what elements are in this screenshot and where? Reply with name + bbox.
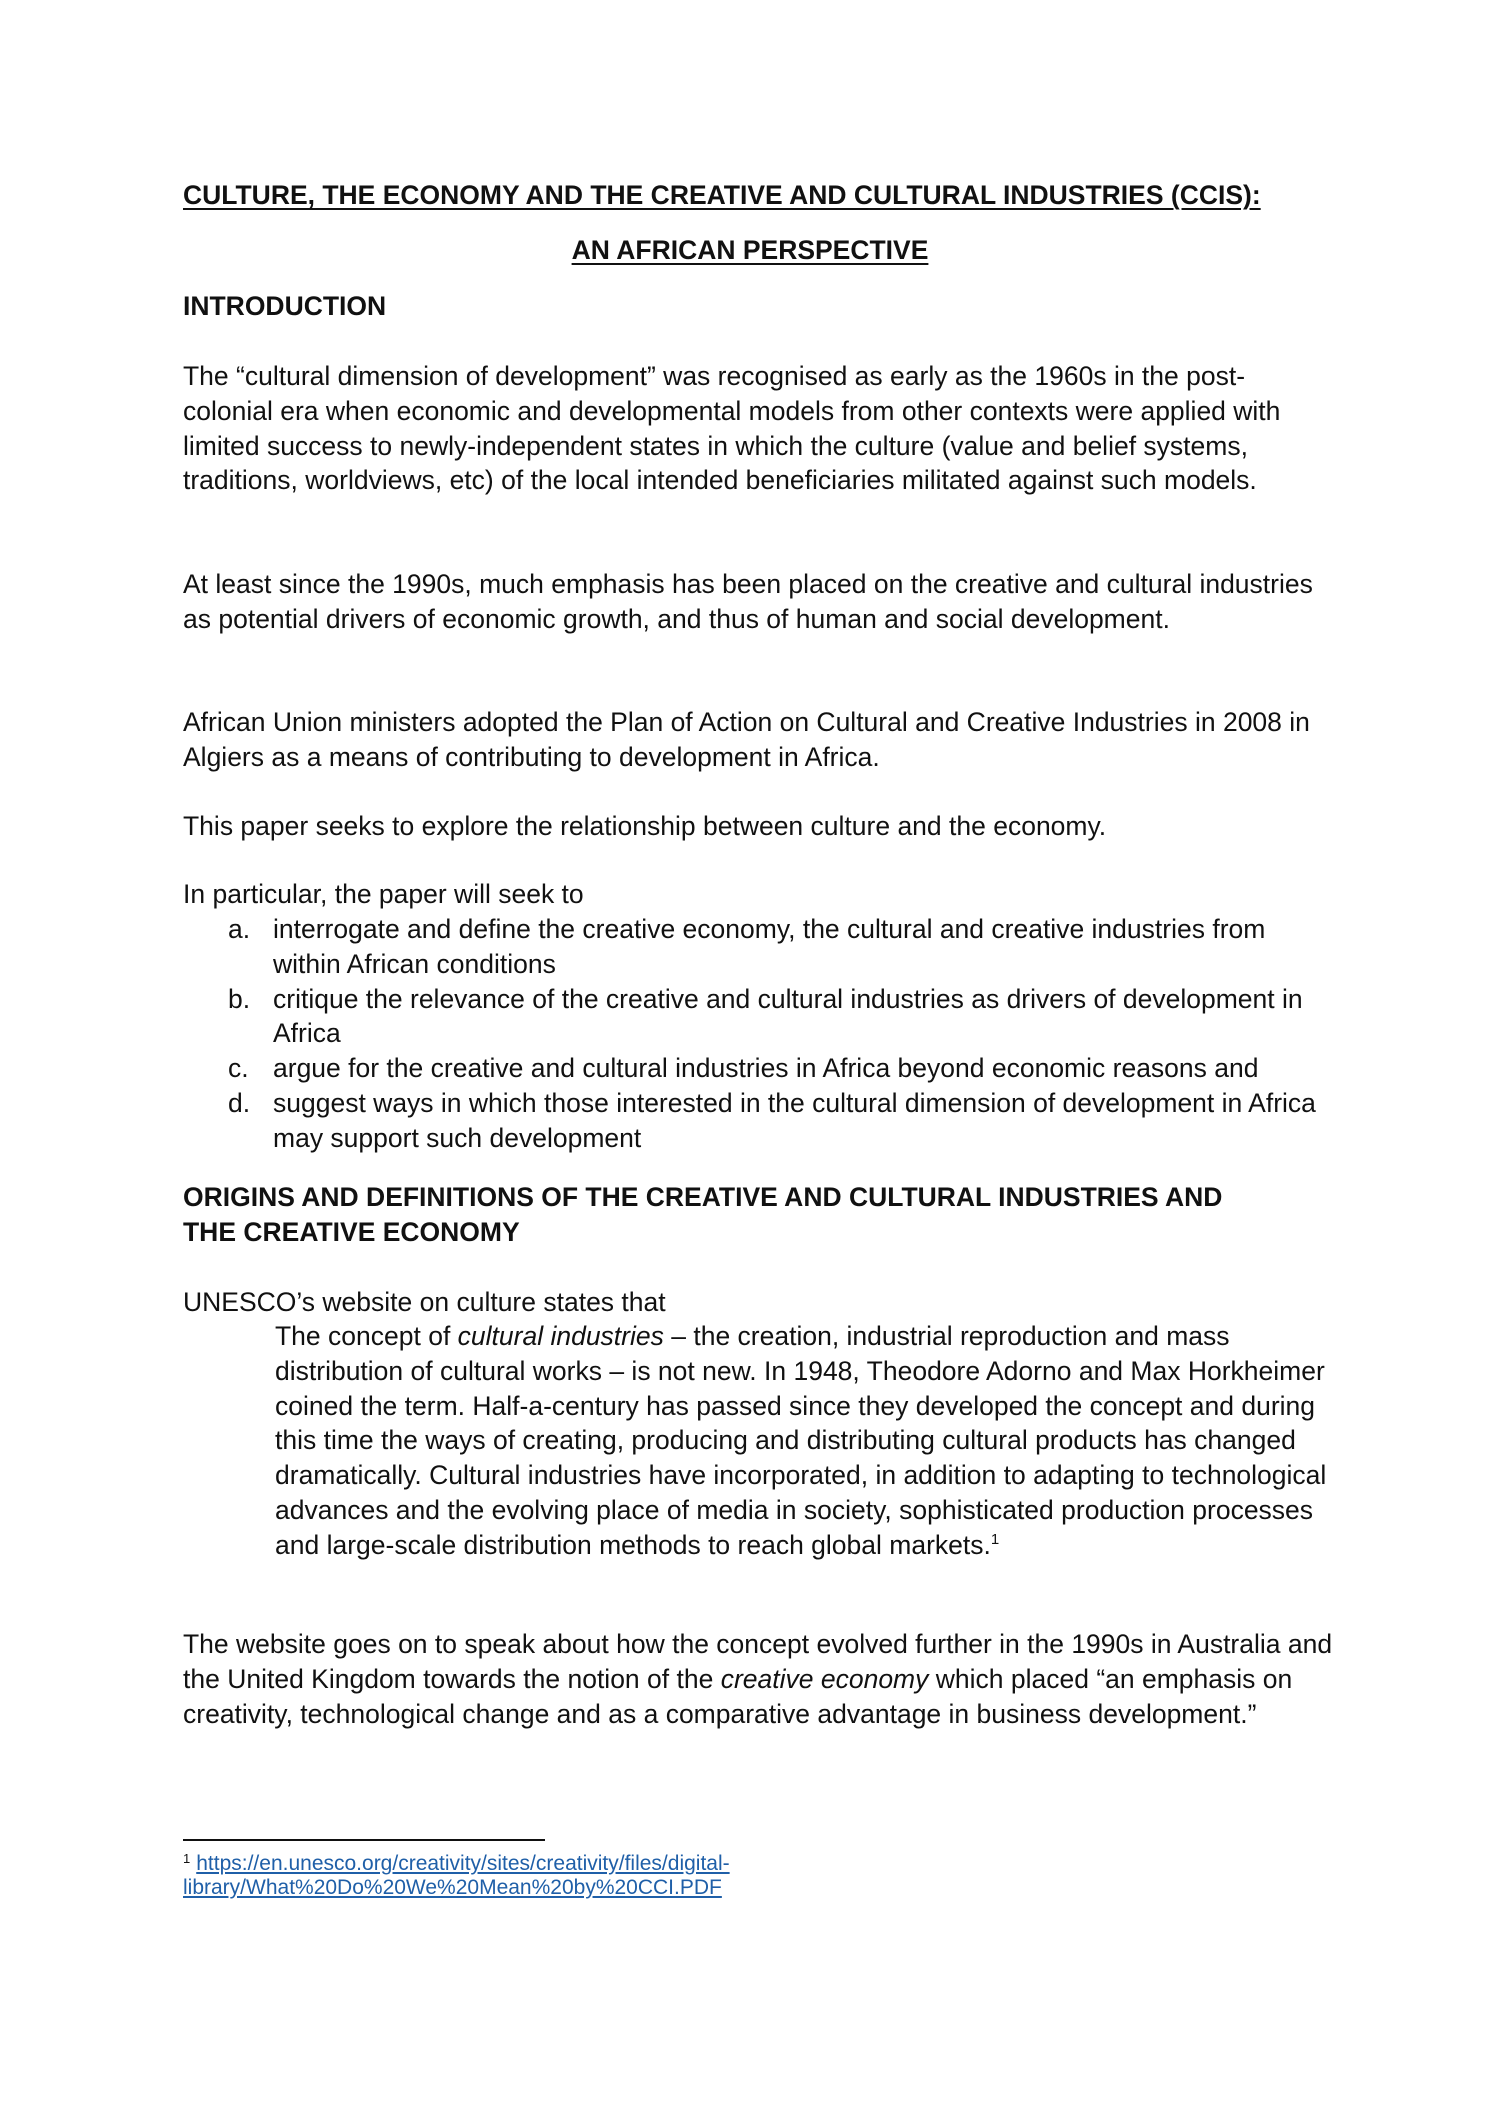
footnote-link-line1[interactable]: https://en.unesco.org/creativity/sites/creativity/files/digital- [196,1852,730,1875]
list-item-text: interrogate and define the creative economy, the cultural and creative industries from within African conditions [273,914,1266,979]
origins-lead: UNESCO’s website on culture states that [183,1287,666,1317]
paragraph-italic-term: creative economy [720,1663,929,1694]
intro-paragraph-2: At least since the 1990s, much emphasis has been placed on the creative and cultural industries as potential drivers of economic growth, and thus of human and social development. [183,569,1313,634]
intro-paragraph-4: This paper seeks to explore the relationship between culture and the economy. [183,811,1107,841]
document-title-line2: AN AFRICAN PERSPECTIVE [571,235,929,265]
section-heading-introduction: INTRODUCTION [183,291,387,321]
paragraph-text: The website goes on to speak about how the concept evolved further in the 1990s in Australia and the United Kingdom towards the notion of the [183,1629,1333,1694]
intro-paragraph-1: The “cultural dimension of development” was recognised as early as the 1960s in the post-colonial era when economic and developmental models from other contexts were applied with limited success to newly-independent states in which the culture (value and belief systems, traditions, worldviews, etc) of the local intended beneficiaries militated against such models. [183,361,1281,496]
document-title-line1: CULTURE, THE ECONOMY AND THE CREATIVE AND CULTURAL INDUSTRIES (CCIS): [183,180,1261,210]
intro-paragraph-3: African Union ministers adopted the Plan of Action on Cultural and Creative Industries in 2008 in Algiers as a means of contributing to development in Africa. [183,707,1310,772]
section-heading-origins-line2: THE CREATIVE ECONOMY [183,1216,520,1247]
list-item [228,1086,1338,1156]
section-heading-origins [183,1180,1333,1250]
list-item-text: critique the relevance of the creative and cultural industries as drivers of development in Africa [273,983,1303,1049]
unesco-blockquote [275,1319,1335,1563]
list-marker: c. [228,1053,249,1084]
origins-paragraph [183,1627,1333,1731]
list-item-text: suggest ways in which those interested in the cultural dimension of development in Africa may support such development [273,1087,1316,1153]
footnote-reference[interactable]: 1 [990,1530,1000,1548]
list-item [228,982,1338,1052]
paragraph-text-continued: which placed “an emphasis on creativity, technological change and as a comparative advantage in business development.” [183,1663,1293,1729]
footnote-link-line2[interactable]: library/What%20Do%20We%20Mean%20by%20CCI.PDF [183,1876,722,1899]
footnote-separator [183,1839,545,1841]
list-marker: b. [228,983,251,1014]
section-heading-origins-line1: ORIGINS AND DEFINITIONS OF THE CREATIVE AND CULTURAL INDUSTRIES AND [183,1182,1223,1212]
list-intro: In particular, the paper will seek to [183,879,584,909]
footnote-number: 1 [183,1851,191,1866]
list-marker: d. [228,1087,251,1118]
quote-italic-term: cultural industries [457,1321,664,1351]
objectives-list [228,912,1338,1156]
footnote-1 [183,1852,883,1900]
list-marker: a. [228,914,251,944]
footnote-link[interactable] [183,1852,730,1899]
quote-text: The concept of [275,1321,458,1351]
list-item [228,912,1338,982]
quote-text-continued: – the creation, industrial reproduction and mass distribution of cultural works – is not new. In 1948, Theodore Adorno and Max Horkheimer coined the term. Half-a-century has passed since they developed the concept and during this time the ways of creating, producing and distributing cultural products has changed dramatically. Cultural industries have incorporated, in addition to adapting to technological advances and the evolving place of media in society, sophisticated production processes and large-scale distribution methods to reach global markets. [275,1321,1327,1560]
list-item-text: argue for the creative and cultural industries in Africa beyond economic reasons and [273,1053,1259,1084]
list-item [228,1051,1338,1086]
